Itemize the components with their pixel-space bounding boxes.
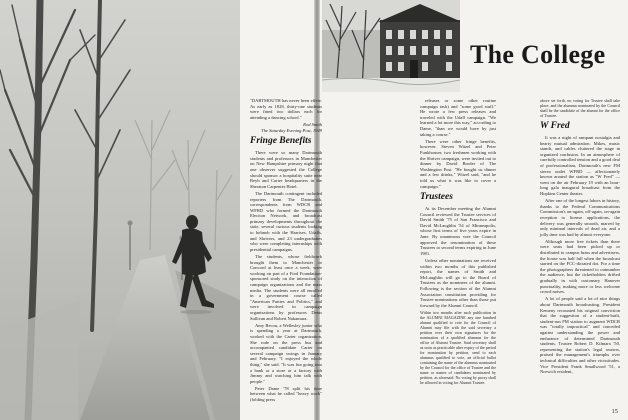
section-heading-trustees: Trustees xyxy=(420,192,453,203)
section-heading-w-fred: W Fred xyxy=(540,121,570,131)
quote-author: Rod Smith xyxy=(303,121,322,127)
paragraph: After one of the longest labors in history, thanks to the Federal Communications Commission's on-again, off-again, on-again reception to license applications, the delivery was generally smooth, marred by only minimal intervals of dead air, and a jolly time was had by almost everyone. xyxy=(540,198,620,237)
paragraph: The students, whose fieldwork brought them to Manchester or Concord at least once a week, were working on part of a Ford Foundation-sponsored study on the interaction of campaign organizations and the mass media. The students were all enrolled in a government course called "American Parties and Politics," and were involved in campaign organizations by professors Denis Sullivan and Robert Nakamura. xyxy=(250,254,322,321)
paragraph: At its December meeting the Alumni Council reviewed the Trustee services of David Smith '75 of San Francisco and David McLaughlin '54 of Minneapolis, whose first terms of five years expire in June. By unanimous vote the Council approved the renomination of these Trustees to second terms expiring in June 1981. xyxy=(420,206,496,256)
paragraph: Amy Becon, a Wellesley junior who is spending a year at Dartmouth, worked with the Carter organization. She rode on the press bus and accompanied candidate Carter on several campaign swings in January and February. "I enjoyed the whole thing," she said. "It was fun going into a bank or a store or a factory with Jimmy and watching him talk with people." xyxy=(250,322,322,384)
paragraph: releases or some other routine campaign task) and "some good stuff." He wrote a few press releases and traveled with the Udall campaign. "We learned a lot more this way," according to Dame, "than we would have by just taking a course." xyxy=(420,98,496,137)
paragraph: There were other fringe benefits, however. Steven Witzel and Peter Funkhouser, two freshmen working with the Shriver campaign, were invited out to dinner by David Broder of The Washington Post. "He bought us dinner and a few drinks," Witzel said, "and he told us what it was like to cover a campaign." xyxy=(420,138,496,189)
constitution-excerpt: Within two months after such publication in the ALUMNI MAGAZINE any one hundred alumni qualified to vote for the Council of Alumni may file with the said secretary a petition over their own signatures for the nomination of a qualified alumnus for the office of Alumni Trustee. Said secretary shall as soon as practicable after expiry of the period for nomination by petition, send to each alumnus qualified to vote, an official ballot containing the name of the alumnus nominated by the Council for the office of Trustee and the name or names of candidates nominated by petition, as aforesaid. No voting by proxy shall be allowed in voting for Alumni Trustee. xyxy=(420,309,496,385)
foggy-campus-illustration xyxy=(0,0,240,420)
page-number: 15 xyxy=(611,408,618,415)
paragraph: above set forth, no voting for Trustee shall take place, and the alumnus nominated by the Council shall be the candidate of the alumni for the office of Trustee. xyxy=(540,98,620,118)
page-title: The College xyxy=(470,40,606,69)
quote-source: The Saturday Evening Post, 1949 xyxy=(261,127,322,133)
quote-text: "DARTMOUTH has never been effete. As early as 1828, thirty-one students were fined two dollars each for attending a dancing school." xyxy=(250,98,322,120)
article-column-1 xyxy=(250,98,322,404)
paragraph: It was a night of rampant nostalgia and hearty mutual admiration. Mikes, music stands, and cables cluttered the stage in organized confusion. In an atmosphere of carefully controlled tension and a good deal of professionalism, Dartmouth's new FM stereo outlet WFRD — affectionately known around the station as "W Fred" — went on the air February 19 with an hour-long gala inaugural broadcast from the Hopkins Center theater. xyxy=(540,135,620,196)
article-column-2 xyxy=(420,98,496,387)
paragraph: Although more free tickets than there were seats had been picked up or distributed to campus brass and advertisers, the house was half full when the broadcast started on the FCC-dictated dot. For a time the photographers threatened to outnumber the audience, but the ticketholders drifted gradually in with customary Hanover punctuality, making more or less welcome crowd noises. xyxy=(540,238,620,295)
paragraph: The Dartmouth contingent included reporters from The Dartmouth, correspondents from WDCR and WFRD who formed the Dartmouth Election Network, and broadcast primary developments throughout the state, several curious students looking to hobnob with the Harrises, Udalls, and Shrivers, and 23 undergraduates who were completing internships with presidential campaigns. xyxy=(250,190,322,252)
article-column-3 xyxy=(540,98,620,376)
quote-attribution xyxy=(250,122,322,133)
section-heading-fringe-benefits: Fringe Benefits xyxy=(250,136,312,147)
paragraph: A lot of people said a lot of nice things about Dartmouth broadcasting. President Kemeny recounted his original conviction that the suggestion of a student-built, student-run FM station to augment WDCR was "totally impractical" and conceded against understanding the power and endurance of determined Dartmouth students. Trustee Robert D. Kilmarx '50, representing the station's legal owners, praised the management's triumphs over technical difficulties and other vicissitudes. Vice President Frank Smallwood '51, a Norwich resident, xyxy=(540,296,620,375)
college-building-photo xyxy=(322,0,460,92)
paragraph: There were so many Dartmouth students and professors in Manchester on New Hampshire primary night that one observer suggested the College should sponsor a hospitality suite near Reyb and Carter headquarters in the Sheraton Carpenter Hotel. xyxy=(250,150,322,189)
college-building-illustration xyxy=(322,0,460,92)
paragraph: Unless other nominations are received within two months of this published report, the names of Smith and McLaughlin will go to the Board of Trustees as the nominees of the alumni. Following is the section of the Alumni Association constitution providing for Trustee nominations other than those put forward by the Alumni Council. xyxy=(420,258,496,308)
campus-runner-photo xyxy=(0,0,240,420)
paragraph: Peter Dame '78 split his time between what he called "heavy work" (folding press xyxy=(250,385,322,403)
